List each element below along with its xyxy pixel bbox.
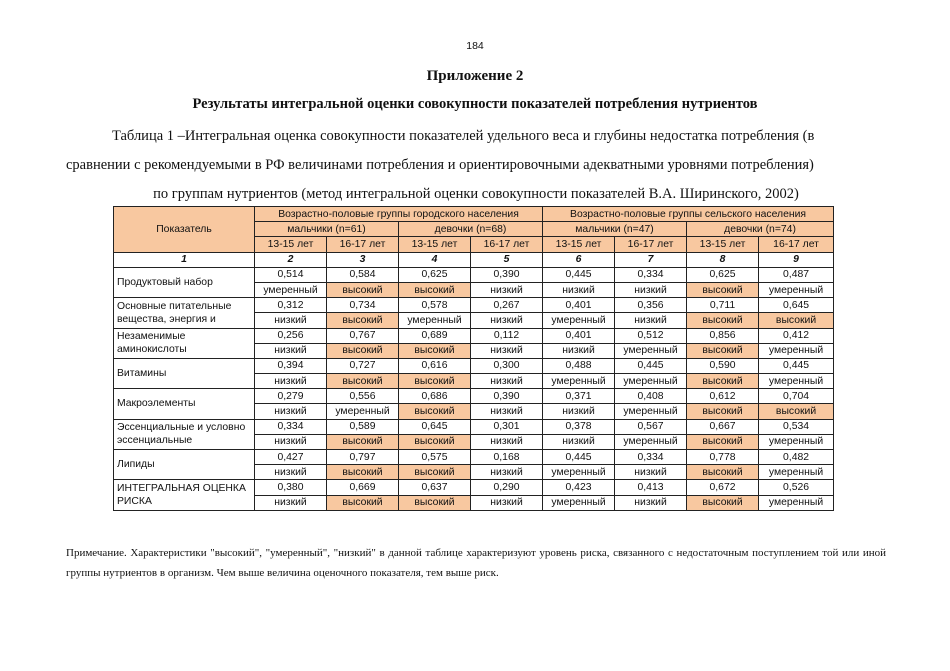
value-cell: 0,556 [327, 389, 399, 404]
value-cell: 0,645 [759, 298, 834, 313]
value-cell: 0,669 [327, 480, 399, 495]
risk-level-cell: низкий [255, 465, 327, 480]
value-cell: 0,590 [687, 358, 759, 373]
value-cell: 0,390 [471, 389, 543, 404]
risk-level-cell: высокий [327, 465, 399, 480]
header-age: 16-17 лет [759, 237, 834, 252]
risk-level-cell: низкий [471, 313, 543, 328]
column-number: 1 [114, 252, 255, 267]
risk-level-cell: низкий [471, 282, 543, 297]
value-cell: 0,445 [759, 358, 834, 373]
header-urban-girls: девочки (n=68) [399, 222, 543, 237]
header-urban-boys: мальчики (n=61) [255, 222, 399, 237]
risk-level-cell: высокий [327, 374, 399, 389]
risk-level-cell: высокий [687, 343, 759, 358]
header-urban-group: Возрастно-половые группы городского населения [255, 207, 543, 222]
value-cell: 0,488 [543, 358, 615, 373]
risk-level-cell: умеренный [543, 465, 615, 480]
header-rural-boys: мальчики (n=47) [543, 222, 687, 237]
table-row [114, 298, 834, 313]
risk-level-cell: низкий [471, 343, 543, 358]
column-number: 4 [399, 252, 471, 267]
value-cell: 0,686 [399, 389, 471, 404]
risk-level-cell: низкий [615, 282, 687, 297]
value-cell: 0,334 [615, 450, 687, 465]
risk-level-cell: умеренный [255, 282, 327, 297]
risk-level-cell: низкий [471, 404, 543, 419]
table-row [114, 389, 834, 404]
risk-level-cell: умеренный [759, 374, 834, 389]
column-number: 8 [687, 252, 759, 267]
risk-level-cell: высокий [687, 404, 759, 419]
value-cell: 0,256 [255, 328, 327, 343]
risk-level-cell: низкий [255, 313, 327, 328]
table-caption [66, 122, 886, 209]
risk-level-cell: высокий [759, 404, 834, 419]
value-cell: 0,584 [327, 267, 399, 282]
table-row [114, 419, 834, 434]
risk-level-cell: высокий [327, 343, 399, 358]
value-cell: 0,168 [471, 450, 543, 465]
header-rural-girls: девочки (n=74) [687, 222, 834, 237]
risk-level-cell: высокий [687, 495, 759, 510]
risk-level-cell: умеренный [615, 374, 687, 389]
risk-level-cell: умеренный [615, 404, 687, 419]
row-label: Продуктовый набор [114, 267, 255, 297]
value-cell: 0,514 [255, 267, 327, 282]
value-cell: 0,512 [615, 328, 687, 343]
risk-level-cell: высокий [399, 404, 471, 419]
risk-level-cell: высокий [687, 465, 759, 480]
value-cell: 0,445 [543, 267, 615, 282]
risk-level-cell: высокий [399, 495, 471, 510]
value-cell: 0,672 [687, 480, 759, 495]
risk-level-cell: низкий [615, 313, 687, 328]
value-cell: 0,401 [543, 328, 615, 343]
risk-level-cell: высокий [327, 495, 399, 510]
value-cell: 0,380 [255, 480, 327, 495]
value-cell: 0,401 [543, 298, 615, 313]
value-cell: 0,797 [327, 450, 399, 465]
risk-level-cell: низкий [255, 495, 327, 510]
value-cell: 0,390 [471, 267, 543, 282]
risk-level-cell: высокий [687, 374, 759, 389]
risk-level-cell: высокий [399, 374, 471, 389]
risk-level-cell: высокий [687, 434, 759, 449]
table-row [114, 450, 834, 465]
value-cell: 0,408 [615, 389, 687, 404]
risk-level-cell: высокий [399, 465, 471, 480]
value-cell: 0,423 [543, 480, 615, 495]
risk-level-cell: низкий [615, 465, 687, 480]
value-cell: 0,856 [687, 328, 759, 343]
table-row [114, 267, 834, 282]
risk-level-cell: высокий [687, 282, 759, 297]
value-cell: 0,578 [399, 298, 471, 313]
column-number: 7 [615, 252, 687, 267]
risk-level-cell: низкий [615, 495, 687, 510]
risk-level-cell: умеренный [543, 374, 615, 389]
caption-line-2: сравнении с рекомендуемыми в РФ величинами потребления и ориентировочными адекватными уровнями потребления) [66, 157, 814, 173]
value-cell: 0,371 [543, 389, 615, 404]
risk-level-cell: высокий [399, 434, 471, 449]
value-cell: 0,394 [255, 358, 327, 373]
value-cell: 0,482 [759, 450, 834, 465]
value-cell: 0,575 [399, 450, 471, 465]
header-age: 13-15 лет [255, 237, 327, 252]
risk-level-cell: низкий [543, 434, 615, 449]
risk-level-cell: низкий [255, 374, 327, 389]
value-cell: 0,534 [759, 419, 834, 434]
risk-level-cell: высокий [327, 313, 399, 328]
value-cell: 0,487 [759, 267, 834, 282]
value-cell: 0,625 [399, 267, 471, 282]
risk-level-cell: высокий [327, 282, 399, 297]
column-number: 6 [543, 252, 615, 267]
risk-level-cell: низкий [471, 434, 543, 449]
table-note: Примечание. Характеристики "высокий", "умеренный", "низкий" в данной таблице характеризуют уровень риска, связанного с недостаточным поступлением той или иной группы нутриентов в организм. Чем выше величина оценочного показателя, тем выше риск. [66, 547, 886, 579]
value-cell: 0,279 [255, 389, 327, 404]
row-label: Витамины [114, 358, 255, 388]
column-number: 3 [327, 252, 399, 267]
value-cell: 0,526 [759, 480, 834, 495]
risk-level-cell: низкий [255, 434, 327, 449]
header-rural-group: Возрастно-половые группы сельского населения [543, 207, 834, 222]
value-cell: 0,334 [615, 267, 687, 282]
row-label: Незаменимые аминокислоты [114, 328, 255, 358]
value-cell: 0,427 [255, 450, 327, 465]
value-cell: 0,567 [615, 419, 687, 434]
row-label: ИНТЕГРАЛЬНАЯ ОЦЕНКА РИСКА [114, 480, 255, 510]
value-cell: 0,689 [399, 328, 471, 343]
value-cell: 0,778 [687, 450, 759, 465]
risk-level-cell: умеренный [759, 465, 834, 480]
risk-level-cell: высокий [399, 282, 471, 297]
value-cell: 0,267 [471, 298, 543, 313]
row-label: Макроэлементы [114, 389, 255, 419]
column-number: 5 [471, 252, 543, 267]
row-label: Липиды [114, 450, 255, 480]
header-age: 13-15 лет [399, 237, 471, 252]
risk-level-cell: умеренный [615, 434, 687, 449]
table-row [114, 328, 834, 343]
risk-level-cell: низкий [543, 282, 615, 297]
risk-level-cell: низкий [471, 465, 543, 480]
risk-level-cell: низкий [255, 404, 327, 419]
risk-level-cell: высокий [759, 313, 834, 328]
risk-level-cell: умеренный [759, 434, 834, 449]
value-cell: 0,378 [543, 419, 615, 434]
value-cell: 0,704 [759, 389, 834, 404]
value-cell: 0,637 [399, 480, 471, 495]
appendix-title: Приложение 2 [426, 68, 524, 84]
value-cell: 0,711 [687, 298, 759, 313]
risk-level-cell: высокий [687, 313, 759, 328]
risk-level-cell: умеренный [543, 313, 615, 328]
header-indicator: Показатель [114, 207, 255, 253]
risk-level-cell: умеренный [759, 282, 834, 297]
risk-level-cell: умеренный [759, 495, 834, 510]
value-cell: 0,645 [399, 419, 471, 434]
header-age: 16-17 лет [471, 237, 543, 252]
value-cell: 0,445 [615, 358, 687, 373]
results-title: Результаты интегральной оценки совокупности показателей потребления нутриентов [192, 96, 758, 112]
risk-level-cell: умеренный [327, 404, 399, 419]
risk-level-cell: низкий [471, 495, 543, 510]
header-age: 13-15 лет [687, 237, 759, 252]
value-cell: 0,767 [327, 328, 399, 343]
value-cell: 0,413 [615, 480, 687, 495]
risk-level-cell: низкий [543, 343, 615, 358]
column-number: 9 [759, 252, 834, 267]
value-cell: 0,290 [471, 480, 543, 495]
value-cell: 0,667 [687, 419, 759, 434]
value-cell: 0,301 [471, 419, 543, 434]
header-age: 13-15 лет [543, 237, 615, 252]
value-cell: 0,445 [543, 450, 615, 465]
risk-level-cell: умеренный [543, 495, 615, 510]
risk-level-cell: умеренный [759, 343, 834, 358]
risk-level-cell: низкий [543, 404, 615, 419]
nutrient-risk-table [113, 206, 834, 511]
risk-level-cell: высокий [327, 434, 399, 449]
caption-line-1: Таблица 1 –Интегральная оценка совокупности показателей удельного веса и глубины недостатка потребления (в [112, 128, 815, 144]
table-row [114, 358, 834, 373]
value-cell: 0,734 [327, 298, 399, 313]
risk-level-cell: низкий [471, 374, 543, 389]
value-cell: 0,334 [255, 419, 327, 434]
value-cell: 0,412 [759, 328, 834, 343]
value-cell: 0,300 [471, 358, 543, 373]
value-cell: 0,589 [327, 419, 399, 434]
header-age: 16-17 лет [615, 237, 687, 252]
row-label: Основные питательные вещества, энергия и [114, 298, 255, 328]
risk-level-cell: высокий [399, 343, 471, 358]
value-cell: 0,727 [327, 358, 399, 373]
value-cell: 0,612 [687, 389, 759, 404]
value-cell: 0,112 [471, 328, 543, 343]
header-age: 16-17 лет [327, 237, 399, 252]
value-cell: 0,616 [399, 358, 471, 373]
value-cell: 0,625 [687, 267, 759, 282]
column-number: 2 [255, 252, 327, 267]
risk-level-cell: низкий [255, 343, 327, 358]
risk-level-cell: умеренный [399, 313, 471, 328]
table-row [114, 480, 834, 495]
value-cell: 0,356 [615, 298, 687, 313]
caption-line-3: по группам нутриентов (метод интегральной оценки совокупности показателей В.А. Ширинского, 2002) [153, 186, 799, 202]
page-number: 184 [466, 40, 484, 52]
row-label: Эссенциальные и условно эссенциальные [114, 419, 255, 449]
risk-level-cell: умеренный [615, 343, 687, 358]
value-cell: 0,312 [255, 298, 327, 313]
